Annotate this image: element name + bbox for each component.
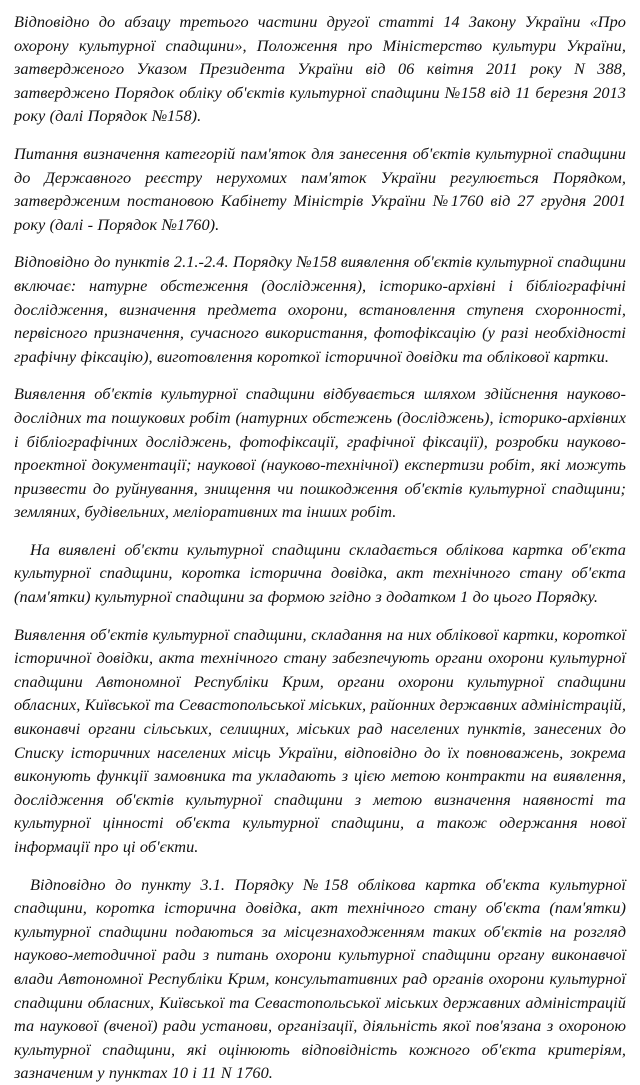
paragraph-1: Відповідно до абзацу третього частини другої статті 14 Закону України «Про охорону культурної спадщини», Положення про Міністерство культури України, затвердженого Указом Президента України від 06 квітня 2011 року N 388, затверджено Порядок обліку об'єктів культурної спадщини №158 від 11 березня 2013 року (далі Порядок №158). bbox=[14, 12, 626, 126]
paragraph-4: Виявлення об'єктів культурної спадщини відбувається шляхом здійснення науково-дослідних та пошукових робіт (натурних обстежень (досліджень), історико-архівних і бібліографічних досліджень, фотофіксації, графічної фіксації), розробки науково-проектної документації; наукової (науково-технічної) експертизи робіт, які можуть призвести до руйнування, знищення чи пошкодження об'єктів культурної спадщини; земляних, будівельних, меліоративних та інших робіт. bbox=[14, 384, 626, 522]
paragraph-5: На виявлені об'єкти культурної спадщини складається облікова картка об'єкта культурної спадщини, коротка історична довідка, акт технічного стану об'єкта (пам'ятки) культурної спадщини за формою згідно з додатком 1 до цього Порядку. bbox=[14, 539, 626, 607]
paragraph-2: Питання визначення категорій пам'яток для занесення об'єктів культурної спадщини до Державного реєстру нерухомих пам'яток України регулюється Порядком, затвердженим постановою Кабінету Міністрів України №1760 від 27 грудня 2001 року (далі - Порядок №1760). bbox=[14, 143, 626, 234]
paragraph-3: Відповідно до пунктів 2.1.-2.4. Порядку №158 виявлення об'єктів культурної спадщини включає: натурне обстеження (дослідження), історико-архівні і бібліографічні дослідження, визначення предмета охорони, встановлення ступеня схоронності, первісного призначення, сучасного використання, фотофіксацію (у разі необхідності графічну фіксацію), виготовлення короткої історичної довідки та облікової картки. bbox=[14, 252, 626, 366]
document-text-body bbox=[14, 10, 626, 1085]
paragraph-6: Виявлення об'єктів культурної спадщини, складання на них облікової картки, короткої історичної довідки, акта технічного стану забезпечують органи охорони культурної спадщини Автономної Республіки Крим, органи охорони культурної спадщини обласних, Київської та Севастопольської міських, районних державних адміністрацій, виконавчі органи сільських, селищних, міських рад населених пунктів, занесених до Списку історичних населених місць України, відповідно до їх повноважень, зокрема виконують функції замовника та укладають з цією метою контракти на виявлення, дослідження об'єктів культурної спадщини з метою визначення наявності та культурної цінності об'єкта культурної спадщини, а також одержання нової інформації про ці об'єкти. bbox=[14, 624, 626, 856]
paragraph-7: Відповідно до пункту 3.1. Порядку №158 облікова картка об'єкта культурної спадщини, коротка історична довідка, акт технічного стану об'єкта (пам'ятки) культурної спадщини подаються за місцезнаходженням таких об'єктів на розгляд науково-методичної ради з питань охорони культурної спадщини органу виконавчої влади Автономної Республіки Крим, консультативних рад органів охорони культурної спадщини обласних, Київської та Севастопольської міських державних адміністрацій та наукової (вченої) ради установи, організації, діяльність якої пов'язана з охороною культурної спадщини, які оцінюють відповідність кожного об'єкта критеріям, зазначеним у пунктах 10 і 11 N 1760. bbox=[14, 874, 626, 1083]
